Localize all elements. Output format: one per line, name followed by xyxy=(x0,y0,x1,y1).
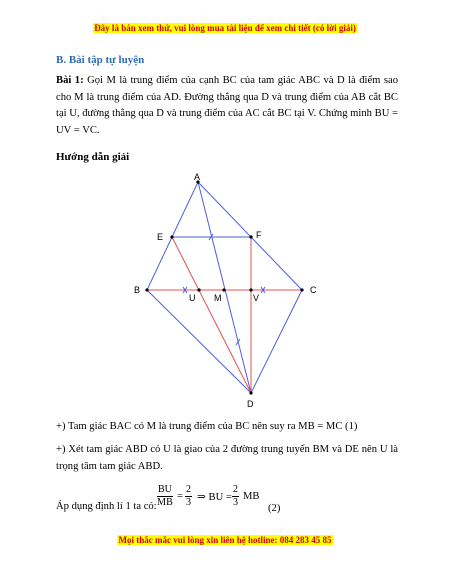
blue-lines xyxy=(147,182,302,393)
point-d xyxy=(249,391,252,394)
implies-text: ⇒ BU = xyxy=(197,492,232,503)
point-c xyxy=(300,288,303,291)
segment-cd xyxy=(251,290,302,393)
fraction-two-thirds-2-denominator: 3 xyxy=(233,497,238,508)
solution-line-3-lead: Áp dụng định lí 1 ta có: xyxy=(56,501,157,512)
fraction-two-thirds-1-numerator: 2 xyxy=(186,484,191,495)
label-m: M xyxy=(214,293,222,303)
fraction-two-thirds-2 xyxy=(232,484,239,509)
point-e xyxy=(170,235,173,238)
header-banner xyxy=(0,23,450,33)
section-title: B. Bài tập tự luyện xyxy=(56,54,145,66)
red-lines xyxy=(147,237,302,393)
fraction-two-thirds-1 xyxy=(185,484,192,509)
header-banner-text: Đây là bản xem thử, vui lòng mua tài liệu để xem chi tiết (có lời giải) xyxy=(94,23,356,33)
point-f xyxy=(249,235,252,238)
label-a: A xyxy=(194,172,201,182)
footer-banner-text: Mọi thắc mắc vui lòng xin liên hệ hotline: 084 283 45 85 xyxy=(118,535,332,545)
footer-banner xyxy=(0,535,450,545)
fraction-bu-mb xyxy=(157,484,173,509)
problem-body: Gọi M là trung điểm của cạnh BC của tam giác ABC và D là điểm sao cho M là trung điểm của AD. Đường thẳng qua D và trung điểm của AB cắt BC tại U, đường thẳng qua D và trung điểm của AC cắt BC tại V. Chứng minh BU = UV = VC. xyxy=(56,75,399,136)
point-m xyxy=(222,288,225,291)
label-u: U xyxy=(189,293,196,303)
label-d: D xyxy=(247,399,254,409)
segment-ed xyxy=(172,237,251,393)
fraction-two-thirds-1-denominator: 3 xyxy=(186,497,191,508)
label-f: F xyxy=(256,230,262,240)
equation-tag: (2) xyxy=(268,503,281,514)
problem-label: Bài 1: xyxy=(56,75,84,86)
problem-text xyxy=(56,73,398,139)
mb-text: MB xyxy=(243,491,260,502)
equals-sign: = xyxy=(177,491,183,502)
solution-line-3 xyxy=(56,484,396,518)
point-u xyxy=(197,288,200,291)
geometry-figure xyxy=(130,170,330,410)
segment-ad xyxy=(198,182,251,393)
label-v: V xyxy=(253,293,260,303)
segment-bd xyxy=(147,290,251,393)
label-c: C xyxy=(310,285,317,295)
solution-line-1: +) Tam giác BAC có M là trung điểm của BC nên suy ra MB = MC (1) xyxy=(56,421,358,432)
fraction-bu-mb-numerator: BU xyxy=(158,484,172,495)
point-v xyxy=(249,288,252,291)
guide-title: Hướng dẫn giải xyxy=(56,151,130,163)
solution-line-2: +) Xét tam giác ABD có U là giao của 2 đường trung tuyến BM và DE nên U là trọng tâm tam giác ABD. xyxy=(56,444,398,472)
label-b: B xyxy=(134,285,141,295)
label-e: E xyxy=(157,232,164,242)
fraction-bu-mb-denominator: MB xyxy=(157,497,173,508)
point-b xyxy=(145,288,148,291)
fraction-two-thirds-2-numerator: 2 xyxy=(233,484,238,495)
